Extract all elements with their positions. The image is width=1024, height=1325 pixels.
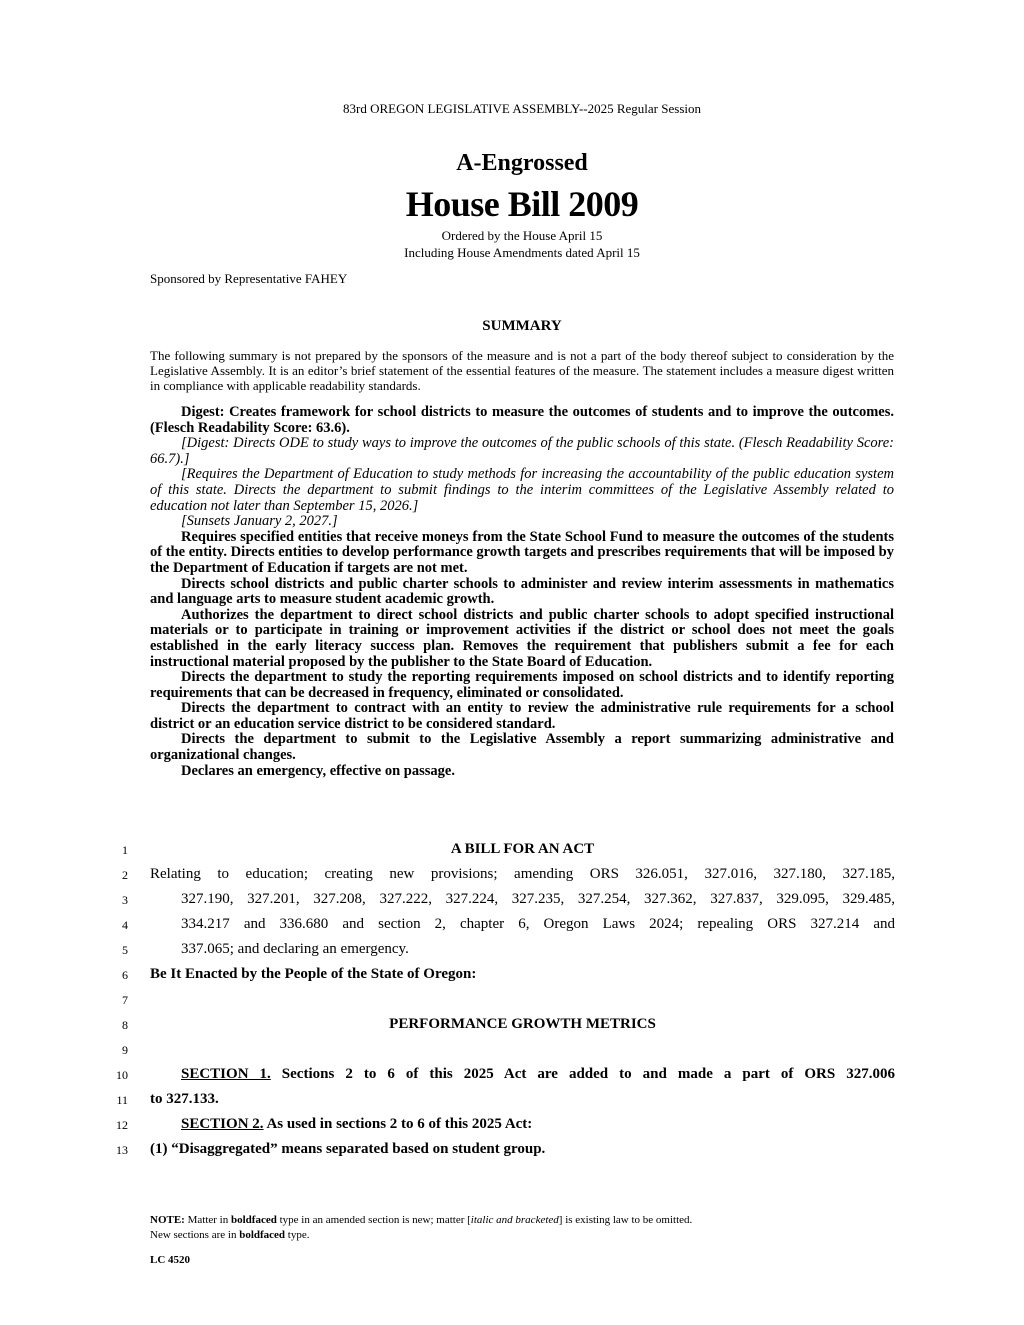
note-text: New sections are in	[150, 1229, 240, 1241]
line-number: 8	[122, 1018, 128, 1032]
digest-section	[150, 405, 894, 779]
note-text: Matter in	[184, 1214, 231, 1226]
engrossed-label: A-Engrossed	[456, 150, 588, 176]
line-number: 4	[122, 918, 128, 932]
line-number: 7	[122, 993, 128, 1007]
old-sunsets: [Sunsets January 2, 2027.]	[181, 513, 338, 530]
line-number: 11	[116, 1093, 128, 1107]
section-1-line	[181, 1066, 895, 1083]
bill-line: 334.217 and 336.680 and section 2, chapter 6, Oregon Laws 2024; repealing ORS 327.214 and	[181, 916, 895, 932]
summary-para-3: Authorizes the department to direct school districts and public charter schools to adopt specified instructional materials or to participate in training or improvement activities if the district or school does not meet the goals established in the early literacy success plan. Removes the requirement that publishers submit a fee for each instructional material proposed by the publisher to the State Board of Education.	[150, 606, 894, 670]
note-text: type.	[285, 1229, 310, 1241]
including-line: Including House Amendments dated April 15	[404, 245, 640, 260]
summary-para-1: Requires specified entities that receive moneys from the State School Fund to measure the outcomes of the students of the entity. Directs entities to develop performance growth targets and prescribes requirements that will be imposed by the Department of Education if targets are not met.	[150, 528, 894, 576]
old-requires: [Requires the Department of Education to study methods for increasing the accountability of the public education system of this state. Directs the department to submit findings to the interim committees of the Legislative Assembly related to education not later than September 15, 2026.]	[150, 466, 894, 514]
bill-line: to 327.133.	[150, 1091, 219, 1107]
note-bold: boldfaced	[239, 1229, 286, 1241]
enacting-clause: Be It Enacted by the People of the State of Oregon:	[150, 966, 477, 982]
section-2-label: SECTION 2.	[181, 1116, 264, 1132]
footer-note	[150, 1213, 910, 1243]
line-number: 13	[116, 1143, 128, 1157]
bill-act-heading: A BILL FOR AN ACT	[450, 841, 595, 857]
summary-para-2: Directs school districts and public charter schools to administer and review interim assessments in mathematics and language arts to measure student academic growth.	[150, 575, 894, 608]
line-number: 5	[122, 943, 128, 957]
note-italic: italic and bracketed	[470, 1214, 559, 1226]
note-text: type in an amended section is new; matter [	[276, 1214, 471, 1226]
summary-heading: SUMMARY	[482, 318, 562, 334]
definition-line: (1) “Disaggregated” means separated based on student group.	[150, 1141, 546, 1157]
session-header: 83rd OREGON LEGISLATIVE ASSEMBLY--2025 Regular Session	[343, 101, 701, 116]
section-heading: PERFORMANCE GROWTH METRICS	[389, 1016, 656, 1032]
summary-para-6: Directs the department to submit to the Legislative Assembly a report summarizing administrative and organizational changes.	[150, 731, 894, 764]
ordered-line: Ordered by the House April 15	[441, 228, 603, 243]
lc-number: LC 4520	[150, 1254, 191, 1266]
section-2-text: As used in sections 2 to 6 of this 2025 Act:	[263, 1116, 533, 1132]
note-label: NOTE:	[150, 1214, 185, 1226]
section-2-line	[181, 1116, 895, 1133]
line-number: 2	[122, 868, 128, 882]
summary-para-7: Declares an emergency, effective on passage.	[181, 762, 455, 779]
section-1-label: SECTION 1.	[181, 1066, 271, 1082]
sponsor-line: Sponsored by Representative FAHEY	[150, 271, 348, 286]
note-bold: boldfaced	[230, 1214, 277, 1226]
digest-old: [Digest: Directs ODE to study ways to improve the outcomes of the public schools of this state. (Flesch Readability Score: 66.7).]	[150, 435, 894, 467]
bill-title: House Bill 2009	[405, 184, 639, 224]
line-number: 3	[122, 893, 128, 907]
line-number: 12	[116, 1118, 128, 1132]
line-number: 10	[116, 1068, 128, 1082]
ordered-info	[0, 227, 1024, 261]
digest-new: Digest: Creates framework for school districts to measure the outcomes of students and to improve the outcomes. (Flesch Readability Score: 63.6).	[150, 404, 894, 436]
bill-line: Relating to education; creating new provisions; amending ORS 326.051, 327.016, 327.180, 327.185,	[150, 866, 895, 882]
line-number: 9	[122, 1043, 128, 1057]
summary-intro: The following summary is not prepared by the sponsors of the measure and is not a part of the body thereof subject to consideration by the Legislative Assembly. It is an editor’s brief statement of the essential features of the measure. The statement includes a measure digest written in compliance with applicable readability standards.	[150, 348, 894, 393]
note-text: ] is existing law to be omitted.	[558, 1214, 693, 1226]
bill-line: 337.065; and declaring an emergency.	[181, 941, 409, 957]
section-1-text: Sections 2 to 6 of this 2025 Act are added to and made a part of ORS 327.006	[270, 1066, 895, 1082]
line-number: 1	[122, 843, 128, 857]
summary-para-5: Directs the department to contract with an entity to review the administrative rule requirements for a school district or an education service district to be considered standard.	[150, 700, 894, 732]
summary-para-4: Directs the department to study the reporting requirements imposed on school districts and to identify reporting requirements that can be decreased in frequency, eliminated or consolidated.	[150, 669, 894, 701]
line-number: 6	[122, 968, 128, 982]
bill-line: 327.190, 327.201, 327.208, 327.222, 327.224, 327.235, 327.254, 327.362, 327.837, 329.095, 329.485,	[181, 891, 895, 907]
